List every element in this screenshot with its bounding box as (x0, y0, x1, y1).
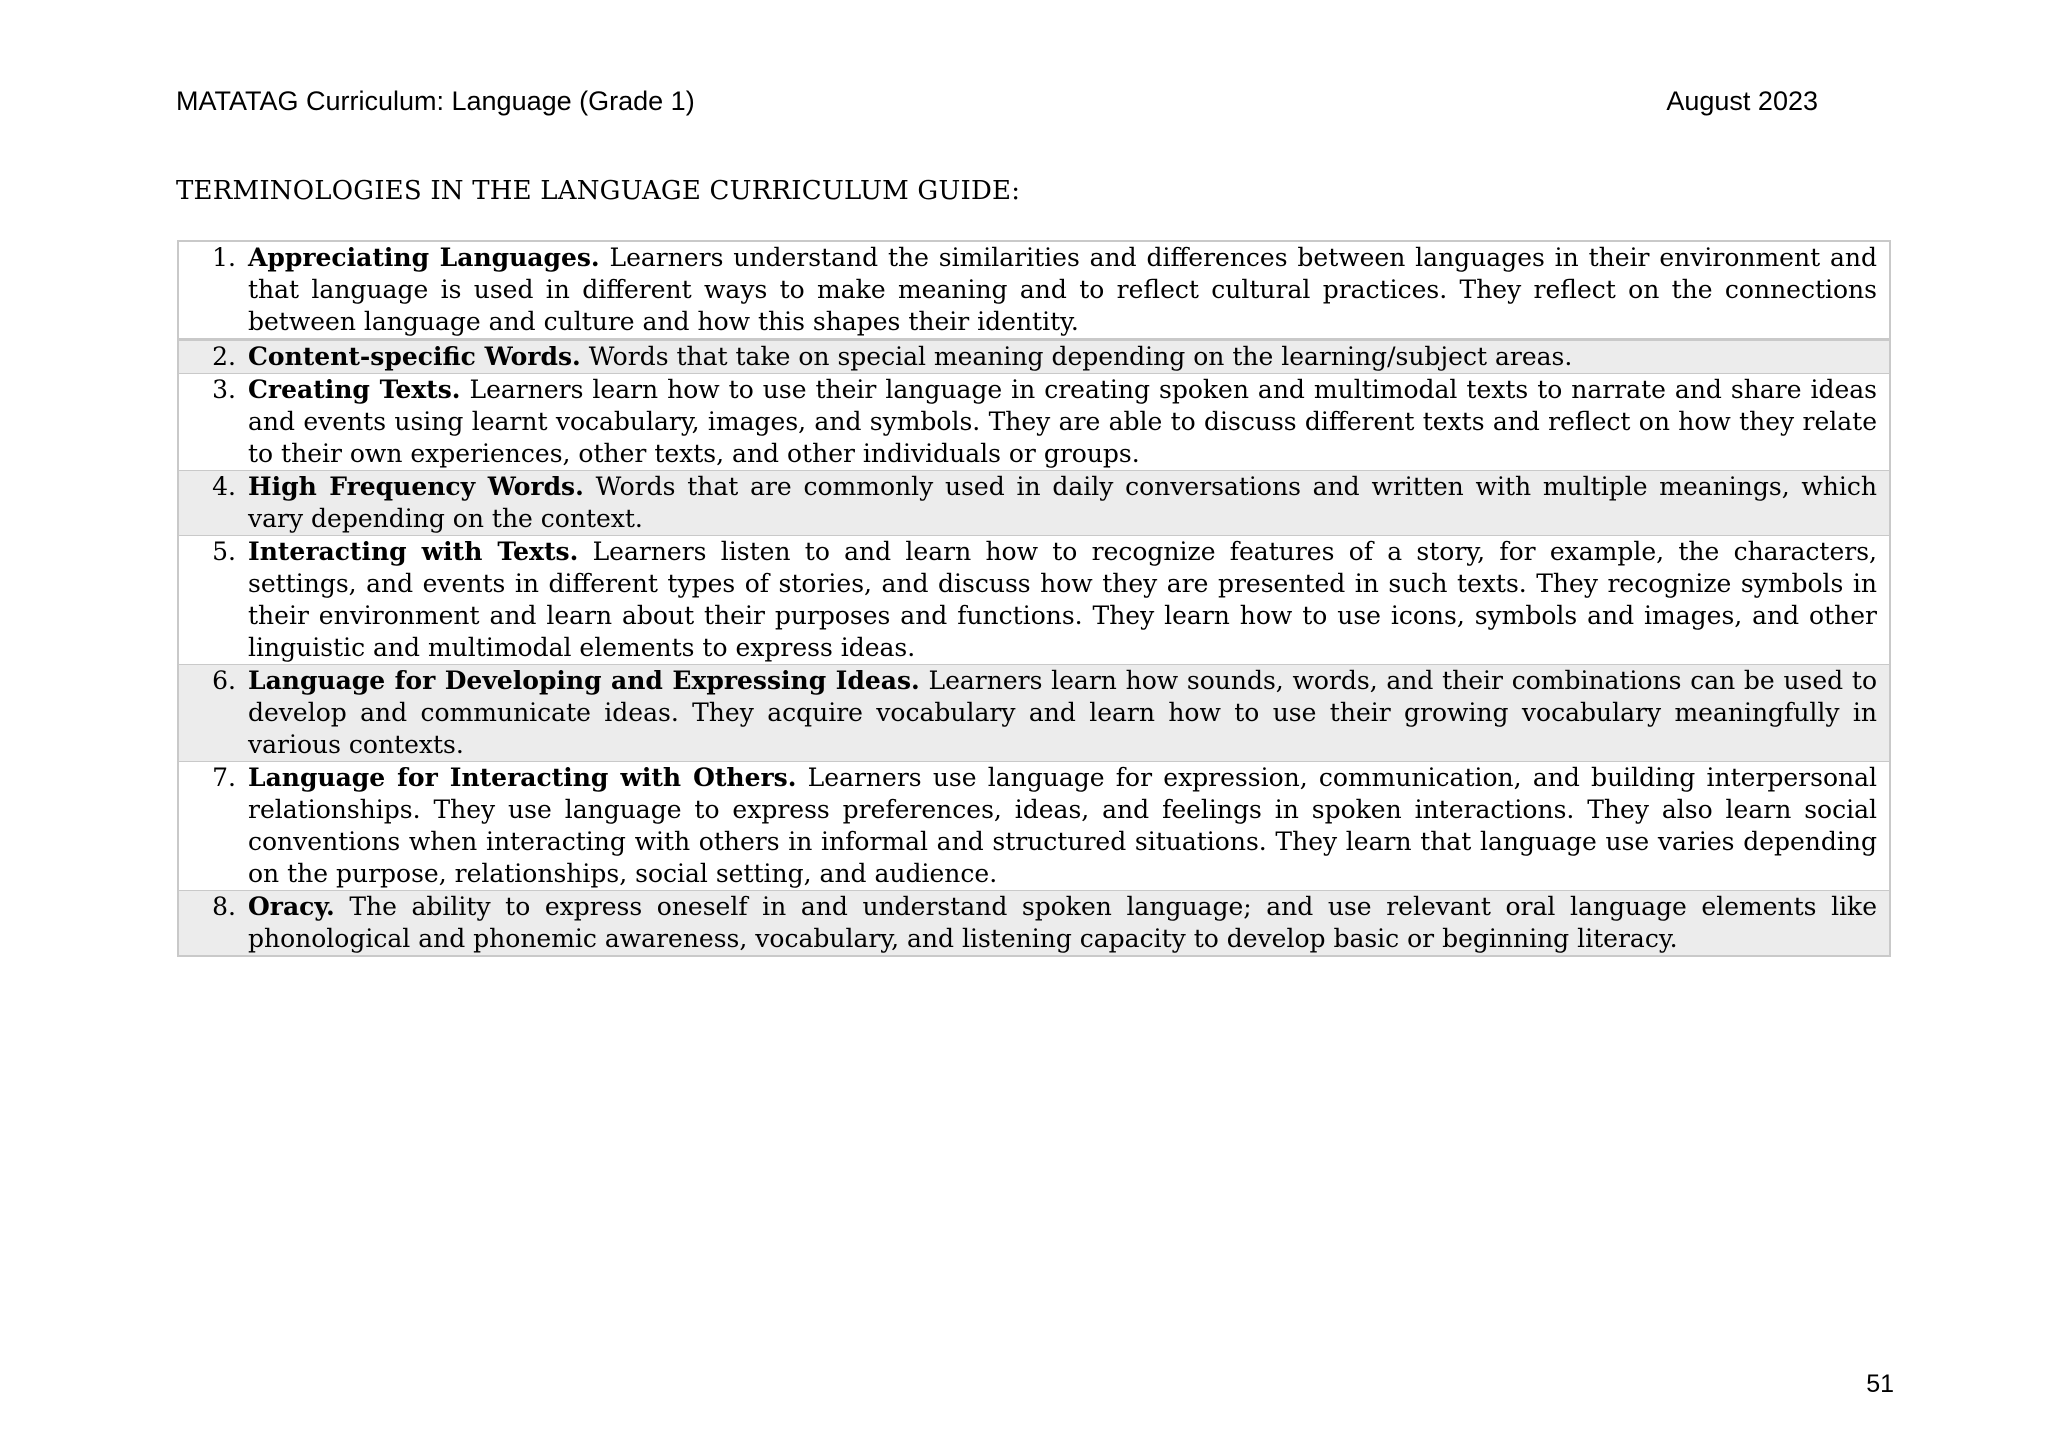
term-name: Interacting with Texts. (248, 537, 579, 566)
term-name: Oracy. (248, 892, 335, 921)
term-definition: Words that take on special meaning depending on the learning/subject areas. (588, 342, 1573, 371)
term-name: High Frequency Words. (248, 472, 584, 501)
document-header-title: MATATAG Curriculum: Language (Grade 1) (176, 86, 695, 116)
term-number: 2. (212, 342, 236, 371)
term-name: Appreciating Languages. (248, 243, 600, 272)
term-content (236, 471, 1877, 535)
term-content (236, 665, 1877, 761)
term-definition: The ability to express oneself in and understand spoken language; and use relevant oral language elements like phonological and phonemic awareness, vocabulary, and listening capacity to develop basic or beginning literacy. (248, 892, 1878, 953)
term-number: 6. (212, 666, 236, 695)
term-row (179, 665, 1889, 762)
term-row (179, 471, 1889, 536)
term-name: Creating Texts. (248, 375, 461, 404)
term-number: 1. (212, 243, 236, 272)
term-number: 5. (212, 537, 236, 566)
term-content (236, 374, 1877, 470)
term-row (179, 891, 1889, 955)
term-definition: Words that are commonly used in daily conversations and written with multiple meanings, which vary depending on the context. (248, 472, 1877, 533)
page-number: 51 (1866, 1370, 1894, 1398)
term-number: 8. (212, 892, 236, 921)
document-header-date: August 2023 (1666, 86, 1818, 116)
term-content (236, 762, 1877, 890)
term-content (236, 536, 1877, 664)
term-row (179, 536, 1889, 665)
term-definition: Learners learn how sounds, words, and their combinations can be used to develop and communicate ideas. They acquire vocabulary and learn how to use their growing vocabulary meaningfully in various contexts. (248, 666, 1877, 759)
term-definition: Learners learn how to use their language in creating spoken and multimodal texts to narrate and share ideas and events using learnt vocabulary, images, and symbols. They are able to discuss different texts and reflect on how they relate to their own experiences, other texts, and other individuals or groups. (248, 375, 1878, 468)
term-name: Content-specific Words. (248, 342, 581, 371)
term-content (236, 891, 1877, 955)
term-number: 4. (212, 472, 236, 501)
term-row (179, 341, 1889, 374)
term-row (179, 762, 1889, 891)
term-content (236, 242, 1877, 338)
term-row (179, 374, 1889, 471)
term-definition: Learners understand the similarities and differences between languages in their environment and that language is used in different ways to make meaning and to reflect cultural practices. They reflect on the connections between language and culture and how this shapes their identity. (248, 243, 1877, 336)
terminology-list (177, 240, 1891, 957)
term-row (179, 242, 1889, 341)
term-number: 7. (212, 763, 236, 792)
term-name: Language for Interacting with Others. (248, 763, 797, 792)
term-content (236, 341, 1877, 373)
section-title: TERMINOLOGIES IN THE LANGUAGE CURRICULUM GUIDE: (176, 176, 1021, 206)
term-name: Language for Developing and Expressing Ideas. (248, 666, 920, 695)
term-number: 3. (212, 375, 236, 404)
term-definition: Learners listen to and learn how to recognize features of a story, for example, the characters, settings, and events in different types of stories, and discuss how they are presented in such texts. They recognize symbols in their environment and learn about their purposes and functions. They learn how to use icons, symbols and images, and other linguistic and multimodal elements to express ideas. (248, 537, 1878, 662)
term-definition: Learners use language for expression, communication, and building interpersonal relationships. They use language to express preferences, ideas, and feelings in spoken interactions. They also learn social conventions when interacting with others in informal and structured situations. They learn that language use varies depending on the purpose, relationships, social setting, and audience. (248, 763, 1878, 888)
